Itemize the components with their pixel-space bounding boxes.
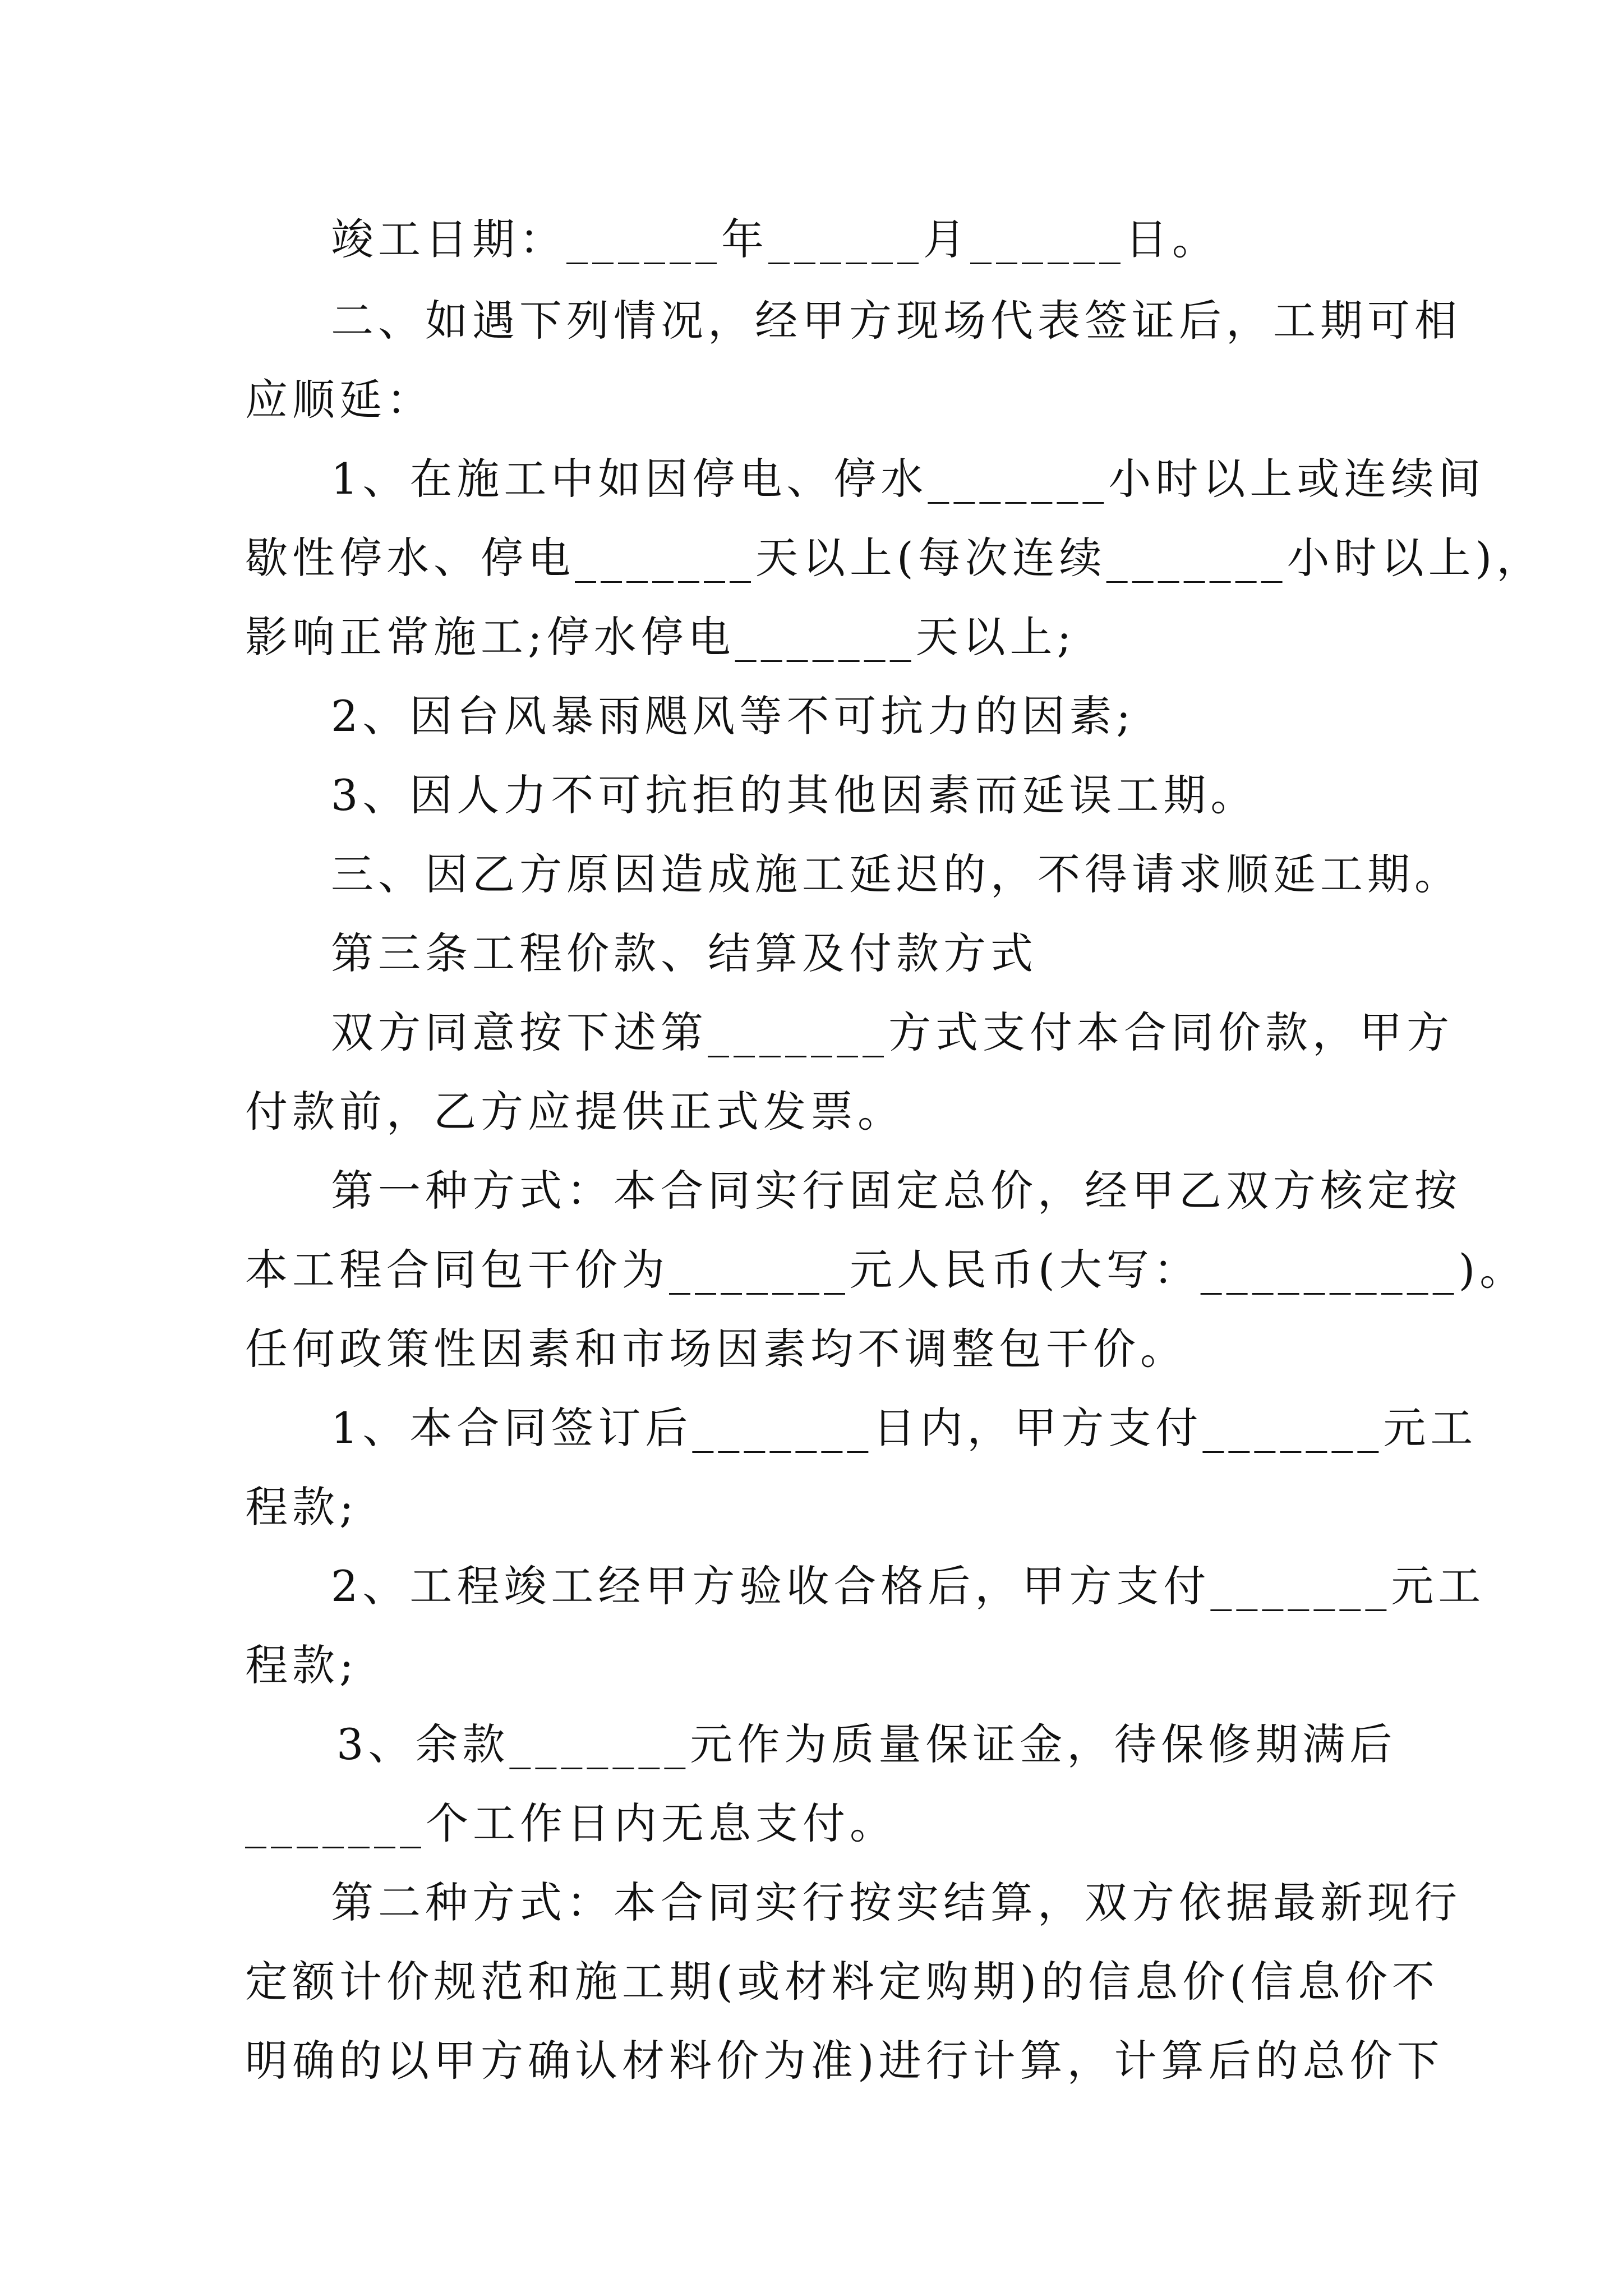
method-two-line-2: 定额计价规范和施工期(或材料定购期)的信息价(信息价不 <box>245 1957 1439 2007</box>
method-one-item-3-line-2: _______个工作日内无息支付。 <box>245 1798 897 1848</box>
item-3-line: 3、因人力不可抗拒的其他因素而延误工期。 <box>331 770 1258 820</box>
clause-two-heading: 二、如遇下列情况，经甲方现场代表签证后，工期可相 <box>331 296 1461 346</box>
clause-two-continuation: 应顺延： <box>245 375 434 425</box>
method-one-item-2-line-2: 程款; <box>245 1640 358 1690</box>
item-1-line-3: 影响正常施工;停水停电_______天以上; <box>245 612 1076 662</box>
item-1-line-2: 歇性停水、停电_______天以上(每次连续_______小时以上)， <box>245 533 1544 583</box>
item-1-line-1: 1、在施工中如因停电、停水_______小时以上或连续间 <box>331 454 1486 504</box>
item-2-line: 2、因台风暴雨飓风等不可抗力的因素; <box>331 691 1135 741</box>
method-one-item-3-line-1: 3、余款_______元作为质量保证金，待保修期满后 <box>336 1719 1397 1769</box>
method-two-line-3: 明确的以甲方确认材料价为准)进行计算，计算后的总价下 <box>245 2036 1444 2086</box>
method-one-line-3: 任何政策性因素和市场因素均不调整包干价。 <box>245 1324 1187 1374</box>
payment-method-line-2: 付款前，乙方应提供正式发票。 <box>245 1087 905 1137</box>
clause-three-line: 三、因乙方原因造成施工延迟的，不得请求顺延工期。 <box>331 849 1461 899</box>
method-one-line-1: 第一种方式：本合同实行固定总价，经甲乙双方核定按 <box>331 1166 1461 1216</box>
method-one-item-1-line-2: 程款; <box>245 1482 358 1532</box>
payment-method-line-1: 双方同意按下述第_______方式支付本合同价款，甲方 <box>331 1007 1454 1057</box>
method-one-item-2-line-1: 2、工程竣工经甲方验收合格后，甲方支付_______元工 <box>331 1561 1486 1611</box>
method-one-item-1-line-1: 1、本合同签订后_______日内，甲方支付_______元工 <box>331 1403 1478 1453</box>
method-two-line-1: 第二种方式：本合同实行按实结算，双方依据最新现行 <box>331 1878 1461 1927</box>
completion-date-line: 竣工日期：______年______月______日。 <box>331 214 1219 264</box>
method-one-line-2: 本工程合同包干价为_______元人民币(大写：__________)。 <box>245 1245 1527 1295</box>
article-three-heading: 第三条工程价款、结算及付款方式 <box>331 928 1038 978</box>
